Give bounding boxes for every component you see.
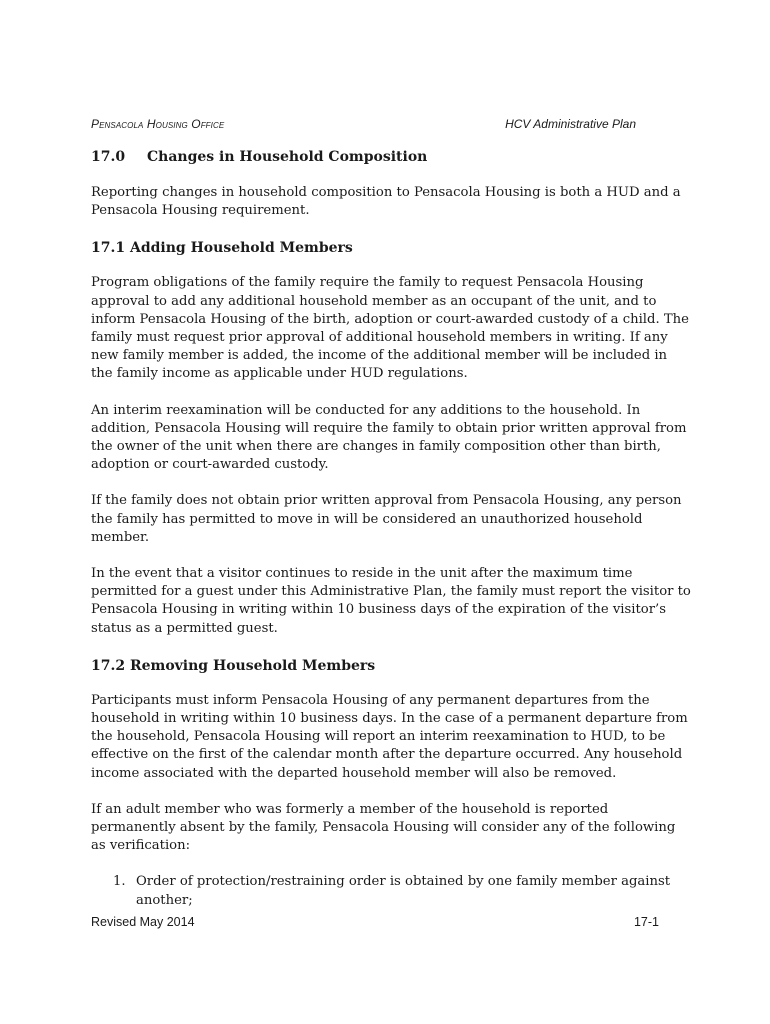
section-intro-paragraph: Reporting changes in household composition to Pensacola Housing is both a HUD and a Pensacola Housing requirement. (91, 185, 681, 219)
paragraph: In the event that a visitor continues to reside in the unit after the maximum time permitted for a guest under this Administrative Plan, the family must report the visitor to Pensacola Housing in writing within 10 business days of the expiration of the visitor’s status as a permitted guest. (91, 566, 691, 636)
document-body (91, 147, 691, 910)
list-item-marker: 1. (113, 874, 126, 890)
paragraph: An interim reexamination will be conducted for any additions to the household. In addition, Pensacola Housing will require the family to obtain prior written approval from the owner of the unit when there are changes in family composition other than birth, adoption or court-awarded custody. (91, 402, 687, 473)
header-plan-title: HCV Administrative Plan (505, 117, 636, 131)
section-number: 17.0 (91, 149, 126, 165)
subsection-title-removing: 17.2 Removing Household Members (91, 657, 376, 674)
list-item-text: Order of protection/restraining order is obtained by one family member against another; (136, 874, 671, 908)
section-title-text: Changes in Household Composition (147, 149, 428, 165)
paragraph: If the family does not obtain prior written approval from Pensacola Housing, any person the family has permitted to move in will be considered an unauthorized household member. (91, 493, 682, 545)
paragraph: Program obligations of the family require the family to request Pensacola Housing approval to add any additional household member as an occupant of the unit, and to inform Pensacola Housing of the birth, adoption or court-awarded custody of a child. The family must request prior approval of additional household members in writing. If any new family member is added, the income of the additional member will be included in the family income as applicable under HUD regulations. (91, 275, 689, 382)
list-item (91, 873, 691, 909)
footer-page-number: 17-1 (633, 915, 659, 929)
verification-list (91, 873, 691, 909)
section-title (91, 147, 691, 167)
subsection-title-adding: 17.1 Adding Household Members (91, 240, 353, 257)
paragraph: Participants must inform Pensacola Housing of any permanent departures from the household in writing within 10 business days. In the case of a permanent departure from the household, Pensacola Housing will report an interim reexamination to HUD, to be effective on the first of the calendar month after the departure occurred. Any household income associated with the departed household member will also be removed. (91, 692, 688, 781)
footer-revision-date: Revised May 2014 (91, 915, 195, 929)
paragraph: If an adult member who was formerly a member of the household is reported permanently absent by the family, Pensacola Housing will consider any of the following as verification: (91, 801, 676, 854)
header-office-name: Pensacola Housing Office (91, 117, 225, 131)
